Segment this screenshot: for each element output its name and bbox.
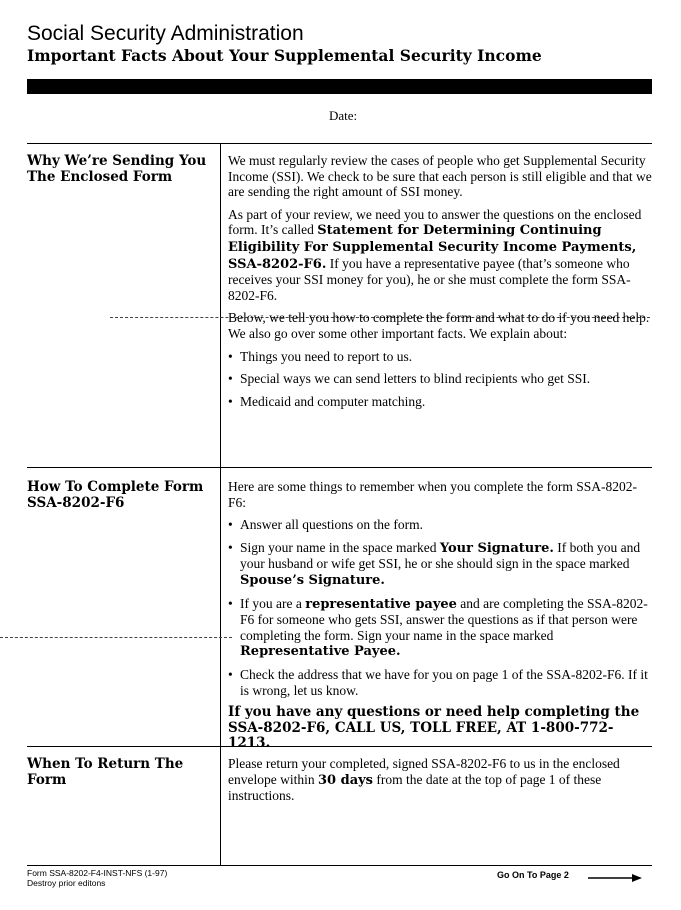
paragraph xyxy=(228,207,652,304)
paragraph: Here are some things to remember when you complete the form SSA-8202-F6: xyxy=(228,479,638,510)
arrow-right-icon xyxy=(588,873,642,883)
list-item xyxy=(240,596,652,660)
list-item: • Things you need to report to us. xyxy=(240,349,652,365)
destroy-note: Destroy prior editons xyxy=(27,878,106,888)
help-callout: If you have any questions or need help completing the SSA-8202-F6, CALL US, TOLL FREE, AT 1-800-772-1213. xyxy=(228,704,640,752)
agency-name: Social Security Administration xyxy=(27,22,304,45)
list-item: • Check the address that we have for you on page 1 of the SSA-8202-F6. If it is wrong, let us know. xyxy=(240,667,652,698)
item-text: Sign your name in the space marked xyxy=(240,539,440,555)
paragraph: We must regularly review the cases of people who get Supplemental Security Income (SSI). We check to be sure that each person is still eligible and that we are sending the right amount of SSI money. xyxy=(228,153,652,200)
column-divider xyxy=(220,143,221,467)
next-page-note: Go On To Page 2 xyxy=(497,870,569,880)
form-identifier xyxy=(27,868,167,888)
list-item xyxy=(240,540,652,589)
document-title: Important Facts About Your Supplemental Security Income xyxy=(27,46,542,65)
field-name: Spouse’s Signature. xyxy=(240,572,385,588)
form-number: Form SSA-8202-F4-INST-NFS (1-97) xyxy=(27,868,168,878)
section-body-when xyxy=(228,756,652,811)
section-divider xyxy=(27,143,652,144)
item-text: and are completing the SSA-8202-F6 for someone who gets SSI, answer the questions as if that person were completing the form. Sign your name in the space marked xyxy=(240,595,648,643)
list-item: • Medicaid and computer matching. xyxy=(240,394,652,410)
section-body-why xyxy=(228,153,652,416)
list-item: • Special ways we can send letters to blind recipients who get SSI. xyxy=(240,371,652,387)
scan-artifact-line xyxy=(0,637,232,638)
paragraph-text: from the date at the top of page 1 of these instructions. xyxy=(228,771,602,804)
footer-divider xyxy=(27,865,652,866)
list-item: • Answer all questions on the form. xyxy=(240,517,652,533)
column-divider xyxy=(220,746,221,865)
form-title: Statement for Determining Continuing Eligibility For Supplemental Security Income Payments, SSA-8202-F6. xyxy=(228,223,637,272)
date-label: Date: xyxy=(329,108,358,123)
paragraph-text: Please return your completed, signed SSA-8202-F6 to us in the enclosed envelope within xyxy=(228,756,620,787)
section-heading-why: Why We’re Sending You The Enclosed Form xyxy=(27,153,207,185)
header-bar xyxy=(27,79,652,94)
section-divider xyxy=(27,467,652,468)
bullet-list xyxy=(228,517,652,698)
item-text: If you are a xyxy=(240,595,306,611)
term: representative payee xyxy=(305,596,457,612)
bullet-list xyxy=(228,349,652,410)
field-name: Your Signature. xyxy=(439,540,554,556)
paragraph xyxy=(228,756,652,804)
section-heading-when: When To Return The Form xyxy=(27,756,184,788)
column-divider xyxy=(220,467,221,746)
paragraph-text: As part of your review, we need you to answer the questions on the enclosed form. It’s called xyxy=(228,206,642,238)
item-text: If both you and your husband or wife get SSI, he or she should sign in the space marked xyxy=(240,539,641,572)
section-heading-how: How To Complete Form SSA-8202-F6 xyxy=(27,479,204,511)
field-name: Representative Payee. xyxy=(240,644,401,660)
section-body-how xyxy=(228,479,652,759)
paragraph: Below, we tell you how to complete the form and what to do if you need help. We also go over some other important facts. We explain about: xyxy=(228,310,650,341)
paragraph-text: If you have a representative payee (that’s someone who receives your SSI money for you), he or she must complete the form SSA-8202-F6. xyxy=(228,255,631,303)
deadline: 30 days xyxy=(317,772,373,788)
